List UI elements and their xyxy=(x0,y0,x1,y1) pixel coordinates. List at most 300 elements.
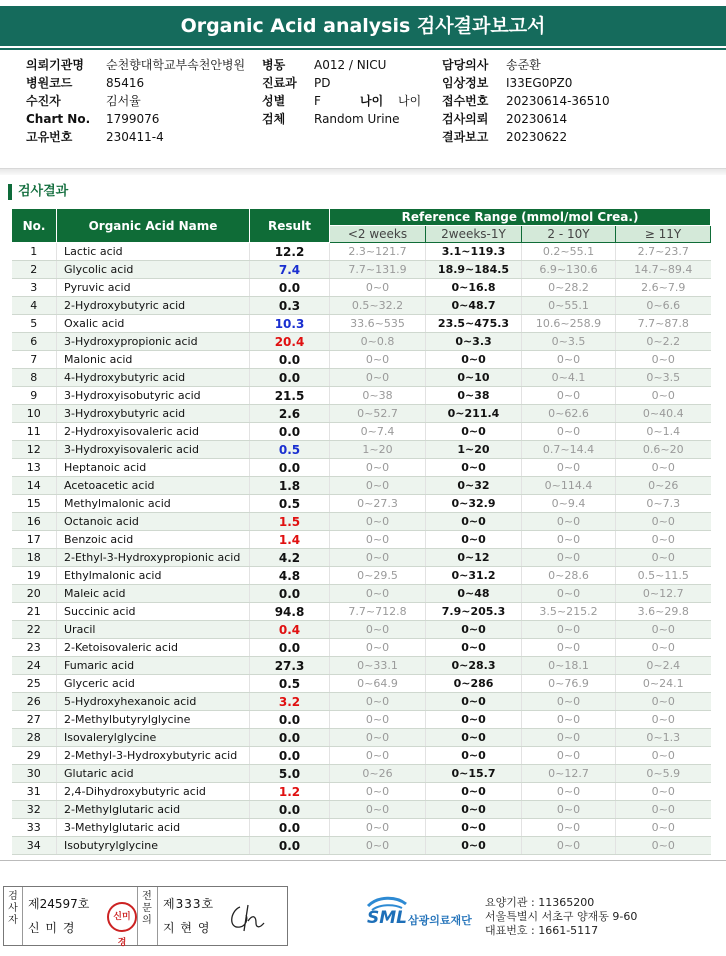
cell-ref-2-10y: 3.5~215.2 xyxy=(522,603,616,621)
cell-ref-2w-1y: 23.5~475.3 xyxy=(426,315,522,333)
table-row xyxy=(12,765,711,783)
table-row xyxy=(12,675,711,693)
cell-no: 8 xyxy=(12,369,57,387)
cell-ref-2w-1y: 0~15.7 xyxy=(426,765,522,783)
cell-ref-ge11y: 0~0 xyxy=(616,837,711,855)
cell-ref-lt2w: 0~0 xyxy=(330,747,426,765)
cell-ref-ge11y: 3.6~29.8 xyxy=(616,603,711,621)
header-ref-ge11y: ≥ 11Y xyxy=(616,226,711,243)
cell-ref-lt2w: 0~0 xyxy=(330,549,426,567)
cell-ref-lt2w: 0~0 xyxy=(330,459,426,477)
table-row xyxy=(12,819,711,837)
header-name: Organic Acid Name xyxy=(57,209,250,243)
info-value: 순천향대학교부속천안병원 xyxy=(106,58,246,72)
header-ref-2-10y: 2 - 10Y xyxy=(522,226,616,243)
cell-ref-2w-1y: 0~0 xyxy=(426,729,522,747)
cell-ref-2-10y: 0~0 xyxy=(522,747,616,765)
age-label: 나이 xyxy=(360,94,384,108)
cell-result: 20.4 xyxy=(250,333,330,351)
cell-no: 3 xyxy=(12,279,57,297)
cell-result: 0.0 xyxy=(250,369,330,387)
info-row xyxy=(26,56,245,74)
cell-name: Uracil xyxy=(57,621,250,639)
cell-no: 10 xyxy=(12,405,57,423)
cell-ref-2w-1y: 0~10 xyxy=(426,369,522,387)
tester-name: 신 미 경 xyxy=(28,921,76,935)
cell-ref-2-10y: 0~0 xyxy=(522,459,616,477)
cell-ref-2w-1y: 0~0 xyxy=(426,621,522,639)
cell-ref-ge11y: 0~0 xyxy=(616,531,711,549)
cell-result: 27.3 xyxy=(250,657,330,675)
cell-no: 5 xyxy=(12,315,57,333)
cell-ref-2-10y: 0~0 xyxy=(522,819,616,837)
cell-ref-2-10y: 0~114.4 xyxy=(522,477,616,495)
info-label: 병동 xyxy=(262,58,286,72)
cell-ref-lt2w: 7.7~131.9 xyxy=(330,261,426,279)
cell-result: 4.2 xyxy=(250,549,330,567)
info-row xyxy=(26,92,245,110)
cell-name: Pyruvic acid xyxy=(57,279,250,297)
table-row xyxy=(12,477,711,495)
cell-ref-ge11y: 0~0 xyxy=(616,819,711,837)
cell-result: 12.2 xyxy=(250,243,330,261)
info-label: 검사의뢰 xyxy=(442,112,489,126)
cell-no: 15 xyxy=(12,495,57,513)
cell-ref-lt2w: 0~0 xyxy=(330,351,426,369)
organization-name: 삼광의료재단 xyxy=(408,914,472,927)
cell-name: 2-Methyl-3-Hydroxybutyric acid xyxy=(57,747,250,765)
cell-ref-ge11y: 2.7~23.7 xyxy=(616,243,711,261)
cell-ref-ge11y: 0~0 xyxy=(616,801,711,819)
info-value: 85416 xyxy=(106,76,145,90)
cell-ref-2-10y: 0~0 xyxy=(522,387,616,405)
cell-result: 0.5 xyxy=(250,675,330,693)
cell-result: 0.0 xyxy=(250,279,330,297)
doctor-label: 전 문 의 xyxy=(142,891,152,926)
cell-ref-2-10y: 0~0 xyxy=(522,423,616,441)
cell-no: 1 xyxy=(12,243,57,261)
cell-result: 94.8 xyxy=(250,603,330,621)
cell-no: 25 xyxy=(12,675,57,693)
cell-ref-lt2w: 0~0 xyxy=(330,729,426,747)
info-value: F xyxy=(314,94,321,108)
cell-ref-lt2w: 0~0 xyxy=(330,513,426,531)
cell-result: 3.2 xyxy=(250,693,330,711)
cell-no: 30 xyxy=(12,765,57,783)
info-row xyxy=(442,74,610,92)
info-value: 20230622 xyxy=(506,130,568,144)
cell-no: 4 xyxy=(12,297,57,315)
cell-ref-lt2w: 33.6~535 xyxy=(330,315,426,333)
cell-ref-ge11y: 0~7.3 xyxy=(616,495,711,513)
cell-result: 0.0 xyxy=(250,729,330,747)
cell-name: Fumaric acid xyxy=(57,657,250,675)
cell-ref-lt2w: 0~0 xyxy=(330,639,426,657)
cell-ref-lt2w: 7.7~712.8 xyxy=(330,603,426,621)
cell-ref-ge11y: 0.5~11.5 xyxy=(616,567,711,585)
cell-ref-lt2w: 0~0 xyxy=(330,693,426,711)
cell-ref-2w-1y: 0~0 xyxy=(426,531,522,549)
info-value: 김서율 xyxy=(106,94,141,108)
cell-no: 20 xyxy=(12,585,57,603)
info-value: A012 / NICU xyxy=(314,58,387,72)
cell-ref-2w-1y: 1~20 xyxy=(426,441,522,459)
cell-no: 27 xyxy=(12,711,57,729)
cell-result: 0.5 xyxy=(250,441,330,459)
cell-result: 7.4 xyxy=(250,261,330,279)
info-row xyxy=(442,128,610,146)
cell-ref-2-10y: 0~0 xyxy=(522,783,616,801)
cell-ref-lt2w: 0~0 xyxy=(330,279,426,297)
cell-result: 1.4 xyxy=(250,531,330,549)
table-row xyxy=(12,747,711,765)
cell-ref-lt2w: 0~0 xyxy=(330,711,426,729)
cell-name: 4-Hydroxybutyric acid xyxy=(57,369,250,387)
cell-ref-lt2w: 0~0 xyxy=(330,819,426,837)
cell-ref-ge11y: 0~40.4 xyxy=(616,405,711,423)
cell-ref-2-10y: 0~0 xyxy=(522,513,616,531)
cell-ref-2-10y: 0~62.6 xyxy=(522,405,616,423)
cell-name: Succinic acid xyxy=(57,603,250,621)
cell-no: 28 xyxy=(12,729,57,747)
footer-rule xyxy=(0,860,726,861)
cell-ref-2-10y: 0~3.5 xyxy=(522,333,616,351)
cell-name: 3-Hydroxybutyric acid xyxy=(57,405,250,423)
cell-no: 9 xyxy=(12,387,57,405)
cell-ref-lt2w: 0~29.5 xyxy=(330,567,426,585)
cell-name: 2-Methylglutaric acid xyxy=(57,801,250,819)
cell-result: 0.0 xyxy=(250,747,330,765)
cell-ref-ge11y: 0~0 xyxy=(616,747,711,765)
cell-ref-2w-1y: 0~28.3 xyxy=(426,657,522,675)
cell-name: 3-Hydroxypropionic acid xyxy=(57,333,250,351)
info-value: 20230614-36510 xyxy=(506,94,610,108)
header-reference: Reference Range (mmol/mol Crea.) xyxy=(330,209,711,226)
cell-result: 0.0 xyxy=(250,837,330,855)
cell-ref-ge11y: 0~0 xyxy=(616,783,711,801)
info-value: 230411-4 xyxy=(106,130,164,144)
cell-ref-2w-1y: 3.1~119.3 xyxy=(426,243,522,261)
tester-license: 제24597호 xyxy=(28,897,90,911)
section-title: 검사결과 xyxy=(8,184,68,200)
table-row xyxy=(12,387,711,405)
table-row xyxy=(12,405,711,423)
cell-no: 7 xyxy=(12,351,57,369)
cell-ref-2-10y: 0.7~14.4 xyxy=(522,441,616,459)
cell-ref-2-10y: 6.9~130.6 xyxy=(522,261,616,279)
info-row xyxy=(442,92,610,110)
cell-name: 2-Hydroxyisovaleric acid xyxy=(57,423,250,441)
cell-ref-ge11y: 0~5.9 xyxy=(616,765,711,783)
cell-ref-2-10y: 0~0 xyxy=(522,801,616,819)
info-label: 병원코드 xyxy=(26,76,73,90)
cell-result: 1.2 xyxy=(250,783,330,801)
logo-text: SML xyxy=(367,908,407,928)
cell-result: 0.0 xyxy=(250,585,330,603)
cell-ref-2-10y: 0~9.4 xyxy=(522,495,616,513)
info-row xyxy=(26,74,245,92)
cell-ref-lt2w: 2.3~121.7 xyxy=(330,243,426,261)
org-line: 서울특별시 서초구 양재동 9-60 xyxy=(485,910,638,923)
cell-name: 2-Ketoisovaleric acid xyxy=(57,639,250,657)
cell-no: 12 xyxy=(12,441,57,459)
table-row xyxy=(12,585,711,603)
cell-ref-lt2w: 0~0 xyxy=(330,531,426,549)
table-row xyxy=(12,243,711,261)
report-title: Organic Acid analysis 검사결과보고서 xyxy=(0,6,726,46)
info-value: PD xyxy=(314,76,331,90)
cell-ref-2-10y: 0~0 xyxy=(522,585,616,603)
table-row xyxy=(12,297,711,315)
cell-name: 2-Ethyl-3-Hydroxypropionic acid xyxy=(57,549,250,567)
info-label: 고유번호 xyxy=(26,130,73,144)
info-value: 20230614 xyxy=(506,112,568,126)
cell-ref-lt2w: 0~52.7 xyxy=(330,405,426,423)
cell-ref-2w-1y: 0~0 xyxy=(426,819,522,837)
cell-ref-2w-1y: 0~31.2 xyxy=(426,567,522,585)
info-row xyxy=(26,128,245,146)
cell-ref-ge11y: 14.7~89.4 xyxy=(616,261,711,279)
cell-result: 1.8 xyxy=(250,477,330,495)
info-row xyxy=(262,74,421,92)
cell-ref-2w-1y: 0~0 xyxy=(426,423,522,441)
cell-ref-2w-1y: 0~0 xyxy=(426,711,522,729)
organization-info xyxy=(485,896,637,938)
info-row xyxy=(26,110,245,128)
cell-name: Benzoic acid xyxy=(57,531,250,549)
cell-ref-lt2w: 0~0.8 xyxy=(330,333,426,351)
cell-name: Acetoacetic acid xyxy=(57,477,250,495)
cell-ref-2-10y: 10.6~258.9 xyxy=(522,315,616,333)
table-row xyxy=(12,513,711,531)
cell-name: Glutaric acid xyxy=(57,765,250,783)
info-label: 결과보고 xyxy=(442,130,489,144)
divider xyxy=(157,887,158,945)
info-value: Random Urine xyxy=(314,112,400,126)
table-row xyxy=(12,531,711,549)
results-table xyxy=(11,208,711,855)
cell-ref-ge11y: 0~3.5 xyxy=(616,369,711,387)
table-row xyxy=(12,837,711,855)
signature-box xyxy=(3,886,288,946)
table-row xyxy=(12,621,711,639)
signature-scribble xyxy=(226,901,266,935)
cell-ref-ge11y: 0~0 xyxy=(616,549,711,567)
cell-no: 18 xyxy=(12,549,57,567)
table-row xyxy=(12,657,711,675)
tester-label: 검 사 자 xyxy=(8,891,18,926)
cell-ref-2w-1y: 0~0 xyxy=(426,693,522,711)
info-row xyxy=(442,110,610,128)
table-row xyxy=(12,279,711,297)
cell-name: Isobutyrylglycine xyxy=(57,837,250,855)
table-row xyxy=(12,801,711,819)
cell-result: 0.0 xyxy=(250,801,330,819)
cell-no: 23 xyxy=(12,639,57,657)
cell-result: 21.5 xyxy=(250,387,330,405)
cell-ref-2w-1y: 0~32 xyxy=(426,477,522,495)
table-row xyxy=(12,549,711,567)
cell-no: 19 xyxy=(12,567,57,585)
cell-ref-ge11y: 0~1.4 xyxy=(616,423,711,441)
cell-name: 3-Hydroxyisobutyric acid xyxy=(57,387,250,405)
cell-result: 10.3 xyxy=(250,315,330,333)
table-row xyxy=(12,729,711,747)
cell-ref-2-10y: 0~28.2 xyxy=(522,279,616,297)
info-col-1 xyxy=(26,56,245,146)
cell-ref-2w-1y: 7.9~205.3 xyxy=(426,603,522,621)
cell-ref-lt2w: 0~0 xyxy=(330,801,426,819)
table-row xyxy=(12,567,711,585)
cell-no: 17 xyxy=(12,531,57,549)
cell-ref-2w-1y: 0~0 xyxy=(426,639,522,657)
cell-result: 0.0 xyxy=(250,423,330,441)
cell-ref-2w-1y: 0~0 xyxy=(426,513,522,531)
results-body xyxy=(12,243,711,855)
cell-no: 26 xyxy=(12,693,57,711)
cell-result: 0.5 xyxy=(250,495,330,513)
cell-ref-lt2w: 0~0 xyxy=(330,621,426,639)
cell-ref-2w-1y: 0~0 xyxy=(426,801,522,819)
cell-name: 2-Methylbutyrylglycine xyxy=(57,711,250,729)
cell-ref-lt2w: 0~38 xyxy=(330,387,426,405)
sml-logo xyxy=(366,892,486,936)
cell-ref-ge11y: 0~2.4 xyxy=(616,657,711,675)
table-row xyxy=(12,351,711,369)
info-row xyxy=(442,56,610,74)
cell-ref-2w-1y: 0~48.7 xyxy=(426,297,522,315)
info-label: 검체 xyxy=(262,112,286,126)
cell-ref-ge11y: 0~0 xyxy=(616,711,711,729)
info-label: 성별 xyxy=(262,94,286,108)
cell-ref-lt2w: 0~0 xyxy=(330,783,426,801)
cell-name: Heptanoic acid xyxy=(57,459,250,477)
table-row xyxy=(12,459,711,477)
cell-no: 33 xyxy=(12,819,57,837)
cell-ref-lt2w: 0~26 xyxy=(330,765,426,783)
cell-result: 0.0 xyxy=(250,459,330,477)
cell-no: 14 xyxy=(12,477,57,495)
cell-ref-ge11y: 0~0 xyxy=(616,513,711,531)
header-separator xyxy=(0,48,726,50)
cell-ref-2w-1y: 0~0 xyxy=(426,459,522,477)
cell-ref-2-10y: 0~0 xyxy=(522,711,616,729)
table-row xyxy=(12,423,711,441)
cell-no: 2 xyxy=(12,261,57,279)
cell-no: 24 xyxy=(12,657,57,675)
info-label: 진료과 xyxy=(262,76,297,90)
cell-ref-2w-1y: 18.9~184.5 xyxy=(426,261,522,279)
cell-ref-2w-1y: 0~0 xyxy=(426,351,522,369)
cell-ref-2-10y: 0~28.6 xyxy=(522,567,616,585)
cell-ref-lt2w: 0~0 xyxy=(330,477,426,495)
cell-ref-ge11y: 0~0 xyxy=(616,639,711,657)
cell-ref-2w-1y: 0~48 xyxy=(426,585,522,603)
info-label: 의뢰기관명 xyxy=(26,58,84,72)
cell-ref-2w-1y: 0~12 xyxy=(426,549,522,567)
age-value: 나이 xyxy=(398,94,422,108)
table-row xyxy=(12,603,711,621)
doctor-license: 제333호 xyxy=(163,897,215,911)
cell-no: 32 xyxy=(12,801,57,819)
table-row xyxy=(12,315,711,333)
info-row xyxy=(262,56,421,74)
cell-ref-2w-1y: 0~38 xyxy=(426,387,522,405)
cell-ref-2w-1y: 0~3.3 xyxy=(426,333,522,351)
cell-name: Methylmalonic acid xyxy=(57,495,250,513)
cell-ref-ge11y: 7.7~87.8 xyxy=(616,315,711,333)
header-ref-lt2w: <2 weeks xyxy=(330,226,426,243)
cell-ref-ge11y: 0~24.1 xyxy=(616,675,711,693)
cell-ref-ge11y: 0~0 xyxy=(616,387,711,405)
info-label: 접수번호 xyxy=(442,94,489,108)
info-col-3 xyxy=(442,56,610,146)
divider xyxy=(22,887,23,945)
cell-ref-2w-1y: 0~0 xyxy=(426,783,522,801)
divider xyxy=(137,887,138,945)
info-value: 송준환 xyxy=(506,58,541,72)
cell-result: 0.0 xyxy=(250,351,330,369)
cell-ref-2w-1y: 0~32.9 xyxy=(426,495,522,513)
table-row xyxy=(12,783,711,801)
cell-result: 2.6 xyxy=(250,405,330,423)
cell-ref-2-10y: 0~4.1 xyxy=(522,369,616,387)
cell-ref-2-10y: 0~0 xyxy=(522,837,616,855)
cell-ref-lt2w: 0~0 xyxy=(330,585,426,603)
cell-result: 0.0 xyxy=(250,819,330,837)
cell-ref-lt2w: 0~0 xyxy=(330,369,426,387)
cell-ref-2w-1y: 0~211.4 xyxy=(426,405,522,423)
cell-ref-ge11y: 0~6.6 xyxy=(616,297,711,315)
doctor-name: 지 현 영 xyxy=(163,921,211,935)
cell-ref-ge11y: 0~2.2 xyxy=(616,333,711,351)
cell-no: 13 xyxy=(12,459,57,477)
cell-no: 21 xyxy=(12,603,57,621)
cell-name: Maleic acid xyxy=(57,585,250,603)
cell-ref-lt2w: 0~7.4 xyxy=(330,423,426,441)
cell-ref-2-10y: 0~0 xyxy=(522,621,616,639)
cell-ref-2-10y: 0~0 xyxy=(522,693,616,711)
cell-ref-2w-1y: 0~0 xyxy=(426,747,522,765)
cell-no: 16 xyxy=(12,513,57,531)
tester-seal: 신미경 xyxy=(107,902,137,932)
cell-ref-2-10y: 0~0 xyxy=(522,351,616,369)
header-result: Result xyxy=(250,209,330,243)
cell-name: 5-Hydroxyhexanoic acid xyxy=(57,693,250,711)
cell-no: 31 xyxy=(12,783,57,801)
cell-ref-ge11y: 0.6~20 xyxy=(616,441,711,459)
table-row xyxy=(12,441,711,459)
cell-ref-lt2w: 0~33.1 xyxy=(330,657,426,675)
info-label: 임상정보 xyxy=(442,76,489,90)
cell-ref-2w-1y: 0~16.8 xyxy=(426,279,522,297)
cell-ref-lt2w: 0~64.9 xyxy=(330,675,426,693)
cell-ref-2-10y: 0~55.1 xyxy=(522,297,616,315)
info-row xyxy=(262,92,421,110)
cell-name: Glycolic acid xyxy=(57,261,250,279)
table-row xyxy=(12,333,711,351)
info-label: Chart No. xyxy=(26,112,91,126)
cell-no: 29 xyxy=(12,747,57,765)
cell-name: Lactic acid xyxy=(57,243,250,261)
cell-ref-2-10y: 0~76.9 xyxy=(522,675,616,693)
table-row xyxy=(12,639,711,657)
info-label: 수진자 xyxy=(26,94,61,108)
info-value: I33EG0PZ0 xyxy=(506,76,573,90)
cell-name: Glyceric acid xyxy=(57,675,250,693)
info-value: 1799076 xyxy=(106,112,160,126)
cell-ref-2-10y: 0~0 xyxy=(522,531,616,549)
